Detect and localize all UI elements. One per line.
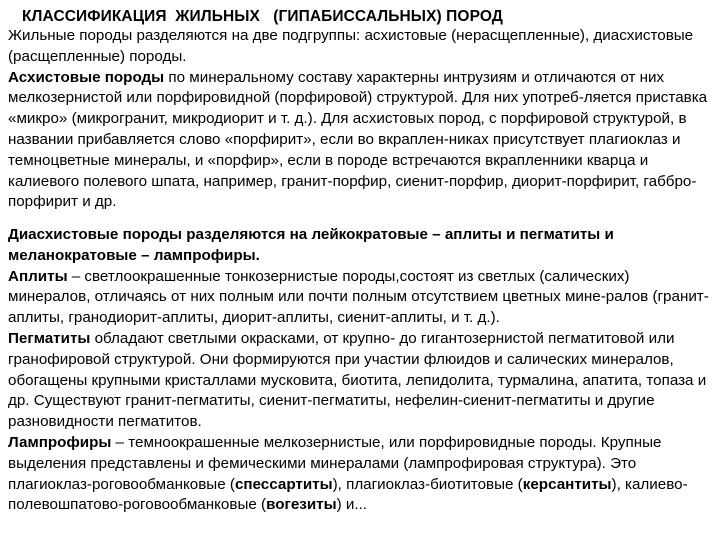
intro-text: Жильные породы разделяются на две подгруппы: асхистовые (нерасщепленные), диасхистовые (расщепленные) породы. [8, 27, 694, 65]
pegmatite-term: Пегматиты [8, 329, 91, 347]
slide-title: КЛАССИФИКАЦИЯ ЖИЛЬНЫХ (ГИПАБИССАЛЬНЫХ) ПОРОД [22, 8, 503, 25]
kersantite-term: керсантиты [522, 475, 612, 493]
lamprophyre-text-1: – темноокрашенные мелкозернистые, или порфировидные породы. Крупные выделения представлены и фемическими минералами (лампрофировая структура). Это плагиоклаз-роговообманковые ( [8, 433, 662, 493]
lamprophyre-text-4: ) и... [336, 496, 367, 514]
aschist-term: Асхистовые породы [8, 68, 165, 86]
lamprophyre-term: Лампрофиры [8, 433, 112, 451]
intro-paragraph [8, 26, 714, 213]
lamprophyre-text-2: ), плагиоклаз-биотитовые ( [332, 475, 523, 493]
lamprophyre-text-3: ), калиево-полевошпатово-роговообманковые ( [8, 475, 688, 514]
vogesite-term: вогезиты [266, 496, 337, 514]
pegmatite-text: обладают светлыми окрасками, от крупно- до гигантозернистой пегматитовой или гранофировой структурой. Они формируются при участии флюидов и салических минералов, обогащены крупными кристаллами мусковита, биотита, лепидолита, турмалина, апатита, топаза и др. Существуют гранит-пегматиты, сиенит-пегматиты, нефелин-сиенит-пегматиты и другие разновидности пегматитов. [8, 329, 707, 431]
aplite-term: Аплиты [8, 267, 68, 285]
aschist-text: по минеральному составу характерны интрузиям и отличаются от них мелкозернистой или порфировидной (порфировой) структурой. Для них употреб-ляется приставка «микро» (микрогранит, микродиорит и т. д.). Для асхистовых пород, с порфировой структурой, в названии прибавляется слово «порфирит», если во вкраплен-никах присутствует плагиоклаз и темноцветные минералы, и «порфир», если в породе встречаются вкрапленники кварца и калиевого полевого шпата, например, гранит-порфир, сиенит-порфир, диорит-порфирит, габбро-порфирит и др. [8, 68, 708, 211]
diaschist-paragraph [8, 225, 714, 516]
spessartite-term: спессартиты [234, 475, 333, 493]
diaschist-heading: Диасхистовые породы разделяются на лейкократовые – аплиты и пегматиты и меланократовые – лампрофиры. [8, 226, 614, 264]
aplite-text: – светлоокрашенные тонкозернистые породы,состоят из светлых (салических) минералов, отличаясь от них полным или почти полным отсутствием цветных мине-ралов (гранит-аплиты, гранодиорит-аплиты, диорит-аплиты, сиенит-аплиты, и т. д.). [8, 267, 709, 327]
